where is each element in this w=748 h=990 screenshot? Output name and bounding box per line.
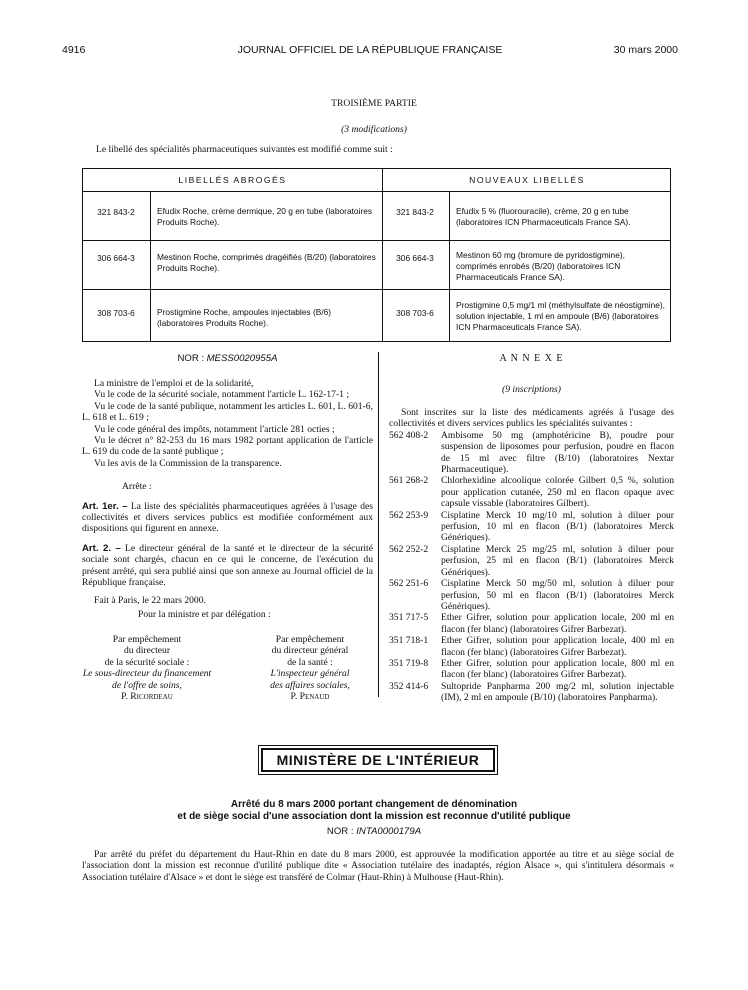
decree-title: Arrêté du 8 mars 2000 portant changement de dénomination et de siège social d'une association dont la mission est reconnue d'utilité publique (177, 799, 571, 822)
fait-line: Fait à Paris, le 22 mars 2000. (94, 594, 206, 606)
list-item: 562 251-6 Cisplatine Merck 50 mg/50 ml, solution à diluer pour perfusion, 50 ml en flacon (B/1) (laboratoires Merck Génériques). (389, 578, 674, 612)
table-cell: 308 703-6 (97, 308, 135, 318)
annexe-subtitle: (9 inscriptions) (502, 384, 561, 395)
decree-nor: NOR : INTA0000179A (326, 826, 422, 837)
table-cell: 306 664-3 (396, 253, 434, 263)
part-title: TROISIÈME PARTIE (331, 98, 417, 109)
page-number: 4916 (62, 44, 86, 56)
list-item: 351 718-1 Ether Gifrer, solution pour application locale, 400 ml en flacon (fer blanc) (laboratoires Gifrer Barbezat). (389, 635, 674, 658)
table-cell: Prostigmine Roche, ampoules injectables (B/6) (laboratoires Produits Roche). (157, 307, 332, 328)
arrete-line: Arrête : (122, 481, 152, 493)
list-item: 351 719-8 Ether Gifrer, solution pour application locale, 800 ml en flacon (fer blanc) (laboratoires Gifrer Barbezat). (389, 657, 674, 681)
list-item: 562 408-2 Ambisome 50 mg (amphotéricine B), poudre pour suspension de liposomes pour perfusion, poudre en flacon de 15 ml avec filtre (B/10) (laboratoires Nextar Pharmaceutique). (389, 429, 674, 476)
part-subtitle: (3 modifications) (341, 124, 407, 135)
vu-line: Vu le code de la santé publique, notamment les articles L. 601, L. 601-6, L. 618 et L. 619 ; (82, 400, 373, 424)
signature-block-1: Par empêchement du directeur de la sécurité sociale : Le sous-directeur du financement de l'offre de soins, P. Ricordeau (82, 634, 212, 703)
nor-reference: NOR : MESS0020955A (177, 353, 278, 364)
table-cell: Efudix 5 % (fluorouracile), crème, 20 g en tube (laboratoires ICN Pharmaceuticals France SA). (456, 206, 631, 227)
decree-text: Par arrêté du préfet du département du Haut-Rhin en date du 8 mars 2000, est approuvée la modification apportée au titre et au siège social de l'association dont la mission est reconnue d'utilité publique dite « Association tutélaire des inadaptés, région Alsace », qui s'intitulera désormais « Association tutélaire d'Alsace » et dont le siège est transféré de Colmar (Haut-Rhin) à Mulhouse (Haut-Rhin). (82, 849, 674, 883)
vu-line: Vu le décret n° 82-253 du 16 mars 1982 portant application de l'article L. 619 du code de la santé publique ; (82, 435, 373, 458)
vu-line: Vu le code de la sécurité sociale, notamment l'article L. 162-17-1 ; (94, 389, 350, 401)
table-cell: Efudix Roche, crème dermique, 20 g en tube (laboratoires Produits Roche). (157, 206, 373, 227)
annexe-title: A N N E X E (499, 353, 564, 364)
vu-line: Vu les avis de la Commission de la transparence. (94, 457, 282, 469)
list-item: 562 252-2 Cisplatine Merck 25 mg/25 ml, solution à diluer pour perfusion, 25 ml en flacon (B/1) (laboratoires Merck Génériques). (389, 543, 674, 578)
annexe-list (389, 407, 674, 704)
journal-title: JOURNAL OFFICIEL DE LA RÉPUBLIQUE FRANÇAISE (237, 44, 503, 56)
vu-line: Vu le code général des impôts, notamment l'article 281 octies ; (94, 423, 335, 435)
table-cell: 306 664-3 (97, 253, 135, 263)
list-item: 351 717-5 Ether Gifrer, solution pour application locale, 200 ml en flacon (fer blanc) (laboratoires Gifrer Barbezat). (389, 612, 674, 635)
table-cell: Mestinon 60 mg (bromure de pyridostigmine), comprimés enrobés (B/20) (laboratoires ICN Pharmaceuticals France SA). (456, 250, 625, 282)
intro-text: Le libellé des spécialités pharmaceutiques suivantes est modifié comme suit : (96, 144, 393, 155)
list-item: 352 414-6 Sultopride Panpharma 200 mg/2 ml, solution injectable (IM), 2 ml en ampoule (B/10) (laboratoires Panpharma). (389, 680, 674, 704)
list-item: 561 268-2 Chlorhexidine alcoolique colorée Gilbert 0,5 %, solution pour application cutanée, 250 ml en flacon opaque avec capsule vissable (laboratoires Gilbert). (389, 475, 674, 510)
table-cell: 308 703-6 (396, 308, 434, 318)
article-2: Art. 2. – Le directeur général de la santé et le directeur de la sécurité sociale sont chargés, chacun en ce qui le concerne, de l'exécution du présent arrêté, qui sera publié ainsi que son annexe au Journal officiel de la République française. (82, 542, 373, 589)
labels-table (82, 168, 671, 342)
column-divider (378, 352, 379, 697)
header-new: NOUVEAUX LIBELLÉS (469, 175, 585, 185)
left-column (82, 378, 373, 620)
table-cell: 321 843-2 (97, 207, 135, 217)
table-cell: 321 843-2 (396, 207, 434, 217)
annexe-intro: Sont inscrites sur la liste des médicaments agréés à l'usage des collectivités et divers services publics les spécialités suivantes : (389, 407, 674, 430)
ministre-line: La ministre de l'emploi et de la solidarité, (94, 378, 254, 389)
table-cell: Mestinon Roche, comprimés dragéifiés (B/20) (laboratoires Produits Roche). (157, 252, 376, 273)
ministry-title: MINISTÈRE DE L'INTÉRIEUR (261, 748, 495, 772)
header-abrogated: LIBELLÉS ABROGÉS (178, 175, 287, 185)
issue-date: 30 mars 2000 (613, 44, 678, 56)
ministry-box (258, 745, 498, 775)
article-1: Art. 1er. – La liste des spécialités pharmaceutiques agréées à l'usage des collectivités et divers services publics est modifiée conformément aux dispositions qui figurent en annexe. (82, 500, 373, 535)
signature-block-2: Par empêchement du directeur général de la santé : L'inspecteur général des affaires sociales, P. Penaud (270, 634, 350, 703)
table-cell: Prostigmine 0,5 mg/1 ml (méthylsulfate de néostigmine), solution injectable, 1 ml en ampoule (B/6) (laboratoires ICN Pharmaceuticals France SA). (456, 300, 665, 332)
list-item: 562 253-9 Cisplatine Merck 10 mg/10 ml, solution à diluer pour perfusion, 10 ml en flacon (B/1) (laboratoires Merck Génériques). (389, 509, 674, 544)
page-header (62, 44, 678, 60)
delegation-line: Pour la ministre et par délégation : (138, 608, 271, 620)
